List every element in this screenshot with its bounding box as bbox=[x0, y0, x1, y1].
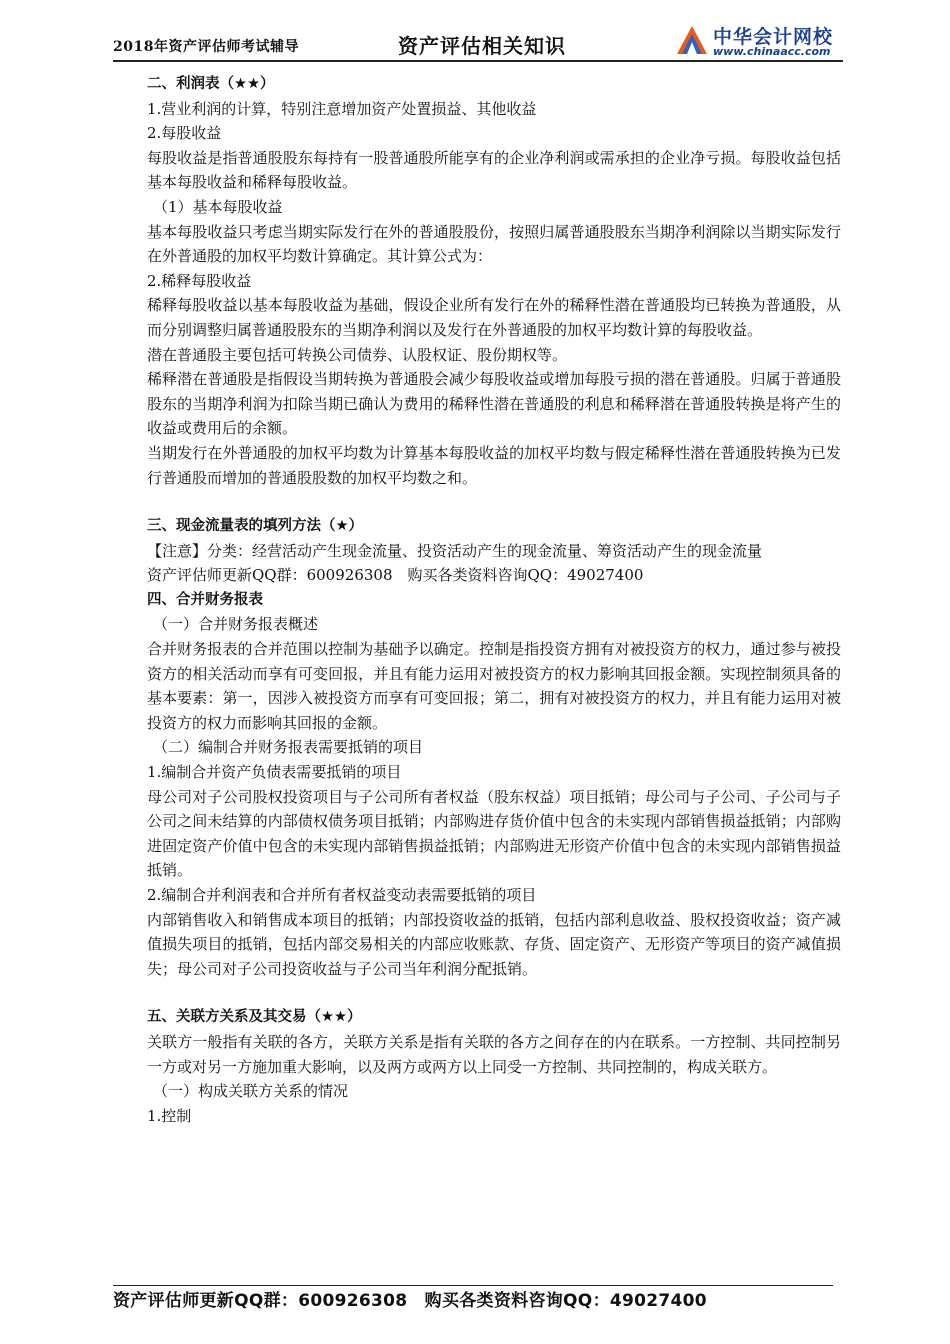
paragraph: 内部销售收入和销售成本项目的抵销；内部投资收益的抵销，包括内部利息收益、股权投资收益；资产减值损失项目的抵销，包括内部交易相关的内部应收账款、存货、固定资产、无形资产等项目的资产减值损失；母公司对子公司投资收益与子公司当年利润分配抵销。 bbox=[147, 910, 841, 978]
paragraph: 基本每股收益只考虑当期实际发行在外的普通股股份，按照归属普通股股东当期净利润除以当期实际发行在外普通股的加权平均数计算确定。其计算公式为： bbox=[147, 222, 841, 266]
header-exam-title: 2018年资产评估师考试辅导 bbox=[113, 39, 299, 55]
logo-chinese-text: 中华会计网校 bbox=[713, 26, 834, 48]
document-body bbox=[147, 72, 841, 1128]
header-divider bbox=[113, 60, 843, 62]
paragraph: 2.编制合并利润表和合并所有者权益变动表需要抵销的项目 bbox=[147, 886, 537, 904]
section-heading-income-statement: 二、利润表（★★） bbox=[147, 76, 275, 92]
logo-url-text: www.chinaacc.com bbox=[713, 45, 831, 58]
paragraph: 关联方一般指有关联的各方，关联方关系是指有关联的各方之间存在的内在联系。一方控制、共同控制另一方或对另一方施加重大影响，以及两方或两方以上同受一方控制、共同控制的，构成关联方。 bbox=[147, 1032, 841, 1076]
paragraph: 1.营业利润的计算，特别注意增加资产处置损益、其他收益 bbox=[147, 99, 537, 118]
paragraph: （一）合并财务报表概述 bbox=[153, 615, 319, 634]
section-heading-consolidated: 四、合并财务报表 bbox=[147, 591, 263, 608]
paragraph: 稀释每股收益以基本每股收益为基础，假设企业所有发行在外的稀释性潜在普通股均已转换为普通股，从而分别调整归属普通股股东的当期净利润以及发行在外普通股的加权平均数计算的每股收益。 bbox=[147, 296, 841, 339]
paragraph: 母公司对子公司股权投资项目与子公司所有者权益（股东权益）项目抵销；母公司与子公司、子公司与子公司之间未结算的内部债权债务项目抵销；内部购进存货价值中包含的未实现内部销售损益抵销；内部购进固定资产价值中包含的未实现内部销售损益抵销；内部购进无形资产价值中包含的未实现内部销售损益抵销。 bbox=[147, 787, 841, 880]
note-paragraph: 【注意】分类：经营活动产生现金流量、投资活动产生的现金流量、筹资活动产生的现金流量 bbox=[147, 541, 763, 560]
qq-contact-line: 资产评估师更新QQ群：600926308 购买各类资料咨询QQ：49027400 bbox=[147, 566, 644, 585]
paragraph: 1.编制合并资产负债表需要抵销的项目 bbox=[147, 763, 402, 782]
paragraph: （一）构成关联方关系的情况 bbox=[153, 1082, 349, 1101]
paragraph: 1.控制 bbox=[147, 1106, 192, 1125]
section-heading-related-party: 五、关联方关系及其交易（★★） bbox=[147, 1009, 362, 1026]
header-subject-title: 资产评估相关知识 bbox=[398, 34, 566, 58]
section-heading-cash-flow: 三、现金流量表的填列方法（★） bbox=[147, 518, 363, 535]
paragraph: 潜在普通股主要包括可转换公司债券、认股权证、股份期权等。 bbox=[147, 345, 568, 364]
chinaacc-logo bbox=[673, 20, 843, 60]
paragraph: 合并财务报表的合并范围以控制为基础予以确定。控制是指投资方拥有对被投资方的权力，通过参与被投资方的相关活动而享有可变回报，并且有能力运用对被投资方的权力影响其回报金额。实现控制须具备的基本要素：第一，因涉入被投资方而享有可变回报；第二，拥有对被投资方的权力，并且有能力运用对被投资方的权力而影响其回报的金额。 bbox=[147, 640, 841, 732]
page-footer: 资产评估师更新QQ群：600926308 购买各类资料咨询QQ：49027400 bbox=[113, 1291, 707, 1311]
logo-mark-icon bbox=[675, 24, 709, 56]
paragraph: 当期发行在外普通股的加权平均数为计算基本每股收益的加权平均数与假定稀释性潜在普通股转换为已发行普通股而增加的普通股股数的加权平均数之和。 bbox=[147, 443, 841, 487]
paragraph: （1）基本每股收益 bbox=[153, 197, 283, 216]
page-header bbox=[113, 18, 843, 60]
paragraph: （二）编制合并财务报表需要抵销的项目 bbox=[153, 738, 424, 757]
paragraph: 每股收益是指普通股股东每持有一股普通股所能享有的企业净利润或需承担的企业净亏损。每股收益包括基本每股收益和稀释每股收益。 bbox=[147, 148, 841, 192]
paragraph: 2.每股收益 bbox=[147, 124, 222, 143]
spacer bbox=[147, 490, 841, 514]
paragraph: 2.稀释每股收益 bbox=[147, 271, 252, 290]
paragraph: 稀释潜在普通股是指假设当期转换为普通股会减少每股收益或增加每股亏损的潜在普通股。归属于普通股股东的当期净利润为扣除当期已确认为费用的稀释性潜在普通股的利息和稀释潜在普通股转换是将产生的收益或费用后的余额。 bbox=[147, 370, 841, 438]
spacer bbox=[147, 981, 841, 1005]
